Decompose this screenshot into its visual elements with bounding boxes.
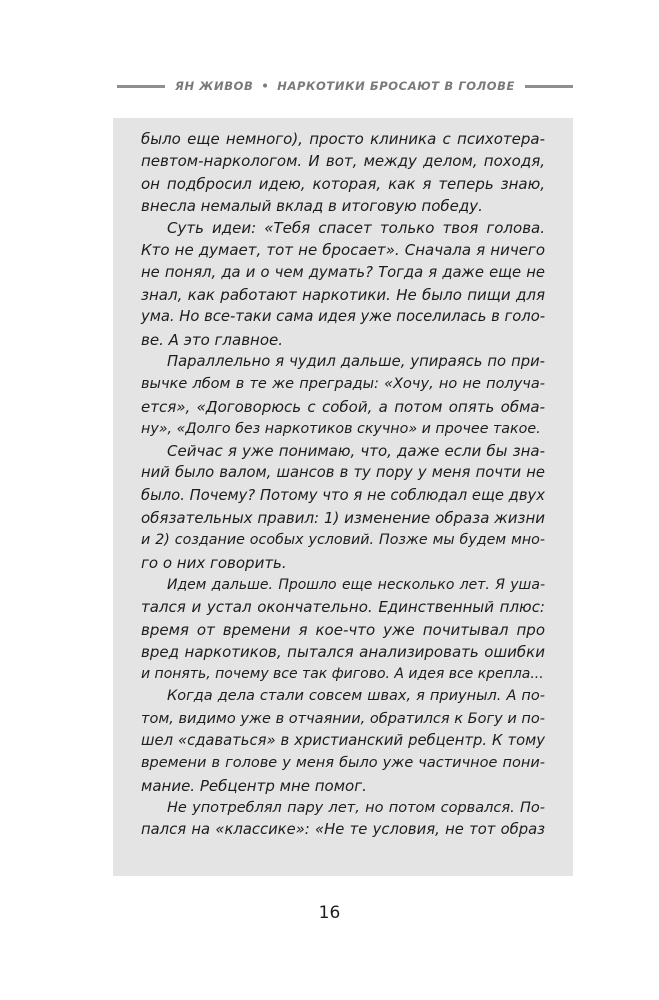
text-line: Не употреблял пару лет, но потом сорвался. По- [167,799,545,816]
text-line: времени в голове у меня было уже частичное пони- [141,755,545,772]
text-line: тался и устал окончательно. Единственный плюс: [141,598,545,617]
text-line: внесла немалый вклад в итоговую победу. [141,196,483,215]
text-line: ний было валом, шансов в ту пору у меня почти не [141,464,545,482]
text-line: го о них говорить. [141,553,287,572]
text-line: Когда дела стали совсем швах, я приуныл. А по- [167,688,545,705]
text-line: Идем дальше. Прошло еще несколько лет. Я ушa- [167,576,545,593]
text-line: обязательных правил: 1) изменение образа жизни [141,509,545,528]
text-line: не понял, да и о чем думать? Тогда я даже еще не [141,263,545,281]
text-line: вычке лбом в те же преграды: «Хочу, но не получа- [141,376,545,393]
text-line: мание. Ребцентр мне помог. [141,776,367,795]
text-line: том, видимо уже в отчаянии, обратился к Богу и по- [141,710,545,727]
text-line: Параллельно я чудил дальше, упираясь по при- [167,352,545,370]
text-line: Суть идеи: «Тебя спасет только твоя голова. [167,219,545,238]
header-rule-left [117,85,165,88]
text-line: ется», «Договорюсь с собой, а потом опять обма- [141,397,545,416]
text-line: пался на «классике»: «Не те условия, не тот образ [141,821,545,839]
header-rule-right [525,85,573,88]
text-line: знал, как работают наркотики. Не было пищи для [141,286,545,305]
text-line: было еще немного), просто клиника с психотера- [141,130,545,148]
text-line: певтом-наркологом. И вот, между делом, походя, [141,152,545,171]
text-line: ну», «Долго без наркотиков скучно» и прочее такое. [141,420,541,437]
text-line: Кто не думает, тот не бросает». Сначала я ничего [141,241,545,260]
text-line: вред наркотиков, пытался анализировать ошибки [141,642,545,661]
header-text [165,79,525,93]
text-line: и 2) создание особых условий. Позже мы будем мно- [141,532,545,549]
text-line: он подбросил идею, которая, как я теперь знаю, [141,174,545,193]
header-title: НАРКОТИКИ БРОСАЮТ В ГОЛОВЕ [277,79,515,93]
text-line: время от времени я кое-что уже почитывал про [141,620,545,639]
header-author: ЯН ЖИВОВ [175,79,254,93]
running-header [117,76,573,96]
header-separator: • [261,79,270,93]
text-line: шел «сдаваться» в христианский ребцентр. К тому [141,732,545,750]
text-line: ве. А это главное. [141,330,284,349]
text-line: Сейчас я уже понимаю, что, даже если бы зна- [167,442,545,461]
body-text [141,128,545,842]
page-number: 16 [318,903,341,923]
text-line: было. Почему? Потому что я не соблюдал еще двух [141,486,545,504]
text-line: ума. Но все-таки сама идея уже поселилась в голо- [141,308,546,326]
text-line: и понять, почему все так фигово. А идея все крепла... [141,666,544,683]
